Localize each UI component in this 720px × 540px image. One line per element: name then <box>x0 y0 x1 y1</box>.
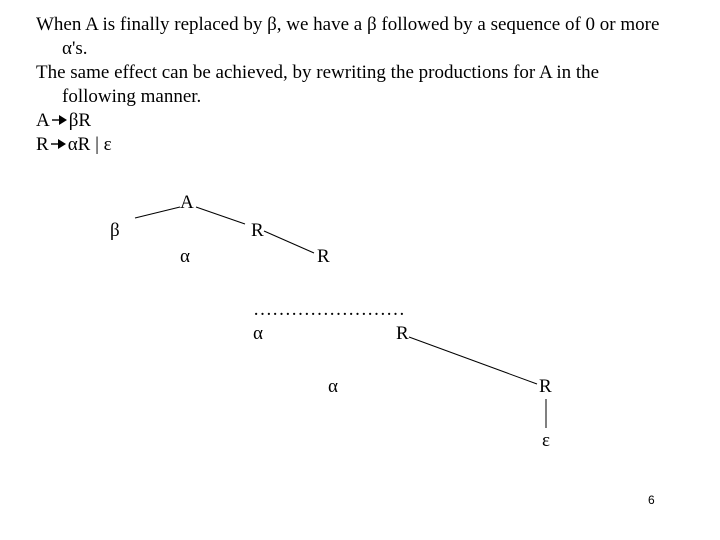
tree-node-r1: R <box>251 220 264 241</box>
paragraph-beta-alpha: When A is finally replaced by β, we have a β followed by a sequence of 0 or more α's. <box>36 14 660 59</box>
tree-node-epsilon: ε <box>542 430 550 451</box>
edge-r3-r4 <box>409 337 537 384</box>
paragraph-rewrite: The same effect can be achieved, by rewriting the productions for A in the following manner. <box>36 62 600 107</box>
tree-node-r4: R <box>539 376 552 397</box>
tree-ellipsis: …………………… <box>253 299 405 320</box>
edge-a-beta <box>135 207 180 218</box>
edge-r1-r2 <box>264 231 314 253</box>
tree-node-alpha1: α <box>180 246 190 267</box>
tree-node-alpha3: α <box>328 376 338 397</box>
production-r-lhs: R <box>36 134 49 155</box>
tree-node-root-a: A <box>180 192 194 213</box>
production-a-rhs: βR <box>68 110 92 131</box>
edge-a-r1 <box>196 207 245 224</box>
tree-node-beta: β <box>110 220 120 241</box>
tree-node-r2: R <box>317 246 330 267</box>
tree-node-alpha2: α <box>253 323 263 344</box>
tree-node-r3: R <box>396 323 409 344</box>
production-r-rhs: αR | ε <box>67 134 112 155</box>
page-number: 6 <box>648 493 655 507</box>
production-a-lhs: A <box>36 110 50 131</box>
